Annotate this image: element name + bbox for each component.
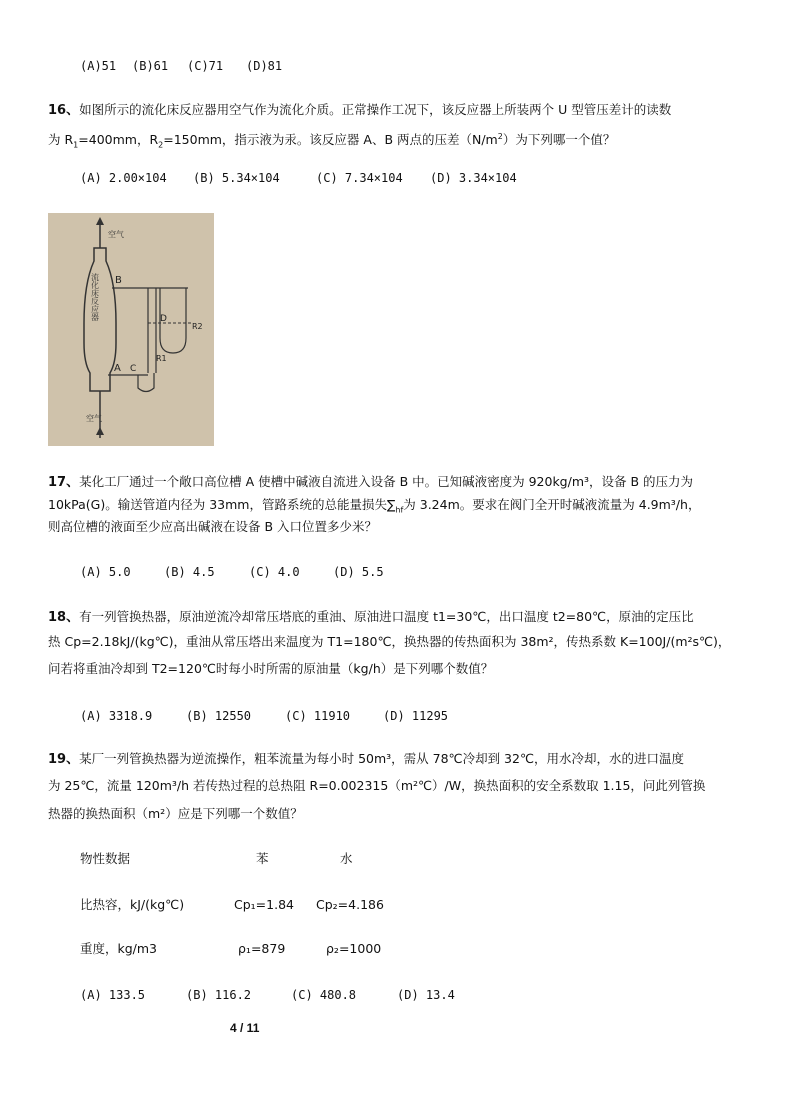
q17-line-2	[48, 497, 700, 519]
q17-option-a: (A) 5.0	[80, 565, 131, 579]
q19-option-c: (C) 480.8	[291, 988, 357, 1002]
q19-option-a: (A) 133.5	[80, 988, 146, 1002]
q18-option-d: (D) 11295	[383, 709, 449, 723]
q16-option-a: (A) 2.00×104	[80, 171, 167, 185]
reactor-diagram	[48, 213, 214, 446]
table-header-benzene: 苯	[256, 851, 269, 866]
table-row2-water: ρ₂=1000	[326, 941, 382, 956]
table-row1-water: Cp₂=4.186	[316, 897, 384, 912]
q15-option-c: (C)71	[187, 59, 224, 73]
q16-number: 16、	[48, 103, 80, 118]
q16-text-2a: 为 R	[48, 132, 74, 148]
q18-option-b: (B) 12550	[186, 709, 252, 723]
q16-sub-2: 2	[158, 140, 164, 150]
fig-label-b: B	[115, 275, 122, 286]
q16-text-2b: =400mm，R	[78, 132, 159, 148]
q16-sup: 2	[497, 132, 503, 141]
q17-option-b: (B) 4.5	[164, 565, 215, 579]
table-row1-benzene: Cp₁=1.84	[234, 897, 294, 912]
q19-option-d: (D) 13.4	[397, 988, 455, 1002]
q16-text-2d: ）为下列哪一个值？	[502, 132, 616, 148]
q17-option-d: (D) 5.5	[333, 565, 384, 579]
page-number: 4 / 11	[230, 1021, 260, 1035]
q18-line-2: 热 Cp=2.18kJ/(kg℃)，重油从常压塔出来温度为 T1=180℃，换热器的传热面积为 38m²，传热系数 K=100J/(m²s℃)，	[48, 634, 731, 649]
table-header-water: 水	[340, 851, 353, 866]
q19-number: 19、	[48, 752, 80, 767]
q19-line-2: 为 25℃，流量 120m³/h 若传热过程的总热阻 R=0.002315（m²℃）/W，换热面积的安全系数取 1.15，问此列管换	[48, 778, 706, 793]
q18-option-c: (C) 11910	[285, 709, 351, 723]
q16-option-b: (B) 5.34×104	[193, 171, 280, 185]
fig-label-c: C	[130, 364, 137, 374]
fig-bottom-label: 空气	[86, 414, 102, 423]
q17-text-2a: 10kPa(G)。输送管道内径为 33mm，管路系统的总能量损失∑	[48, 497, 396, 512]
q18-number: 18、	[48, 610, 80, 625]
q17-option-c: (C) 4.0	[249, 565, 300, 579]
fig-label-r1: R1	[156, 354, 167, 363]
q18-line-1	[48, 609, 694, 626]
table-row2-label: 重度，kg/m3	[80, 941, 158, 956]
fig-label-r2: R2	[192, 322, 203, 331]
fig-label-d: D	[160, 314, 167, 324]
q16-line-2	[48, 129, 615, 154]
q17-text-2b: 为 3.24m。要求在阀门全开时碱液流量为 4.9m³/h，	[403, 497, 701, 512]
fig-top-label: 空气	[108, 230, 124, 239]
fig-vessel-label: 流化床反应器	[90, 273, 100, 321]
q19-line-1	[48, 751, 684, 768]
reactor-figure	[48, 213, 214, 446]
q17-number: 17、	[48, 475, 80, 490]
table-row2-benzene: ρ₁=879	[238, 941, 286, 956]
q15-option-d: (D)81	[246, 59, 283, 73]
q17-sub: hf	[395, 505, 404, 515]
q17-line-3: 则高位槽的液面至少应高出碱液在设备 B 入口位置多少米？	[48, 519, 378, 534]
q19-option-b: (B) 116.2	[186, 988, 252, 1002]
q17-line-1	[48, 474, 693, 491]
q16-option-c: (C) 7.34×104	[316, 171, 403, 185]
q15-option-a: (A)51	[80, 59, 117, 73]
fig-label-a: A	[114, 363, 121, 374]
q16-option-d: (D) 3.34×104	[430, 171, 517, 185]
q19-line-3: 热器的换热面积（m²）应是下列哪一个数值？	[48, 806, 303, 821]
q16-sub-1: 1	[73, 140, 79, 150]
table-header-property: 物性数据	[80, 851, 131, 866]
q16-line-1	[48, 102, 671, 119]
q16-text-2c: =150mm，指示液为汞。该反应器 A、B 两点的压差（N/m	[163, 132, 498, 148]
q18-text-1: 有一列管换热器，原油逆流冷却常压塔底的重油、原油进口温度 t1=30℃，出口温度 t2=80℃，原油的定压比	[79, 609, 694, 624]
table-row1-label: 比热容，kJ/(kg℃)	[80, 897, 185, 912]
q16-text-1: 如图所示的流化床反应器用空气作为流化介质。正常操作工况下，该反应器上所装两个 U 型管压差计的读数	[79, 102, 672, 117]
q19-text-1: 某厂一列管换热器为逆流操作，粗苯流量为每小时 50m³，需从 78℃冷却到 32℃，用水冷却，水的进口温度	[79, 751, 684, 766]
q18-line-3: 问若将重油冷却到 T2=120℃时每小时所需的原油量（kg/h）是下列哪个数值？	[48, 661, 494, 676]
q17-text-1: 某化工厂通过一个敞口高位槽 A 使槽中碱液自流进入设备 B 中。已知碱液密度为 920kg/m³，设备 B 的压力为	[79, 474, 694, 489]
q18-option-a: (A) 3318.9	[80, 709, 153, 723]
q15-option-b: (B)61	[132, 59, 169, 73]
